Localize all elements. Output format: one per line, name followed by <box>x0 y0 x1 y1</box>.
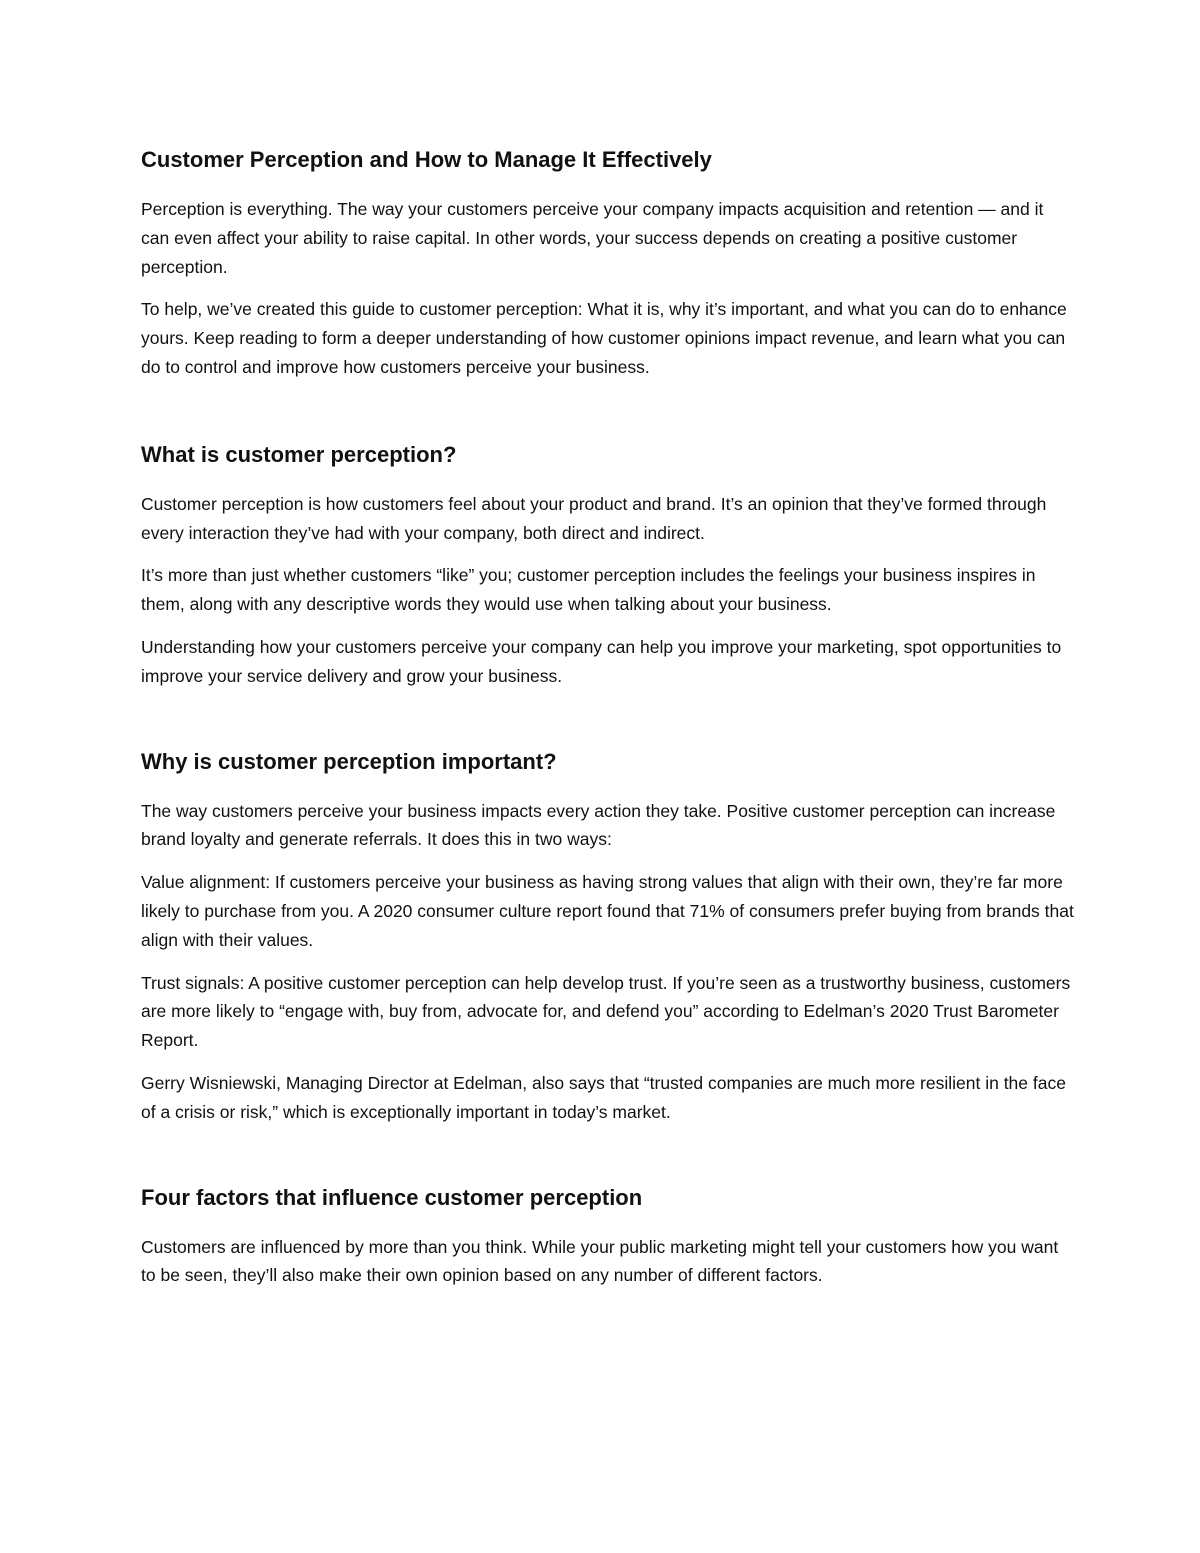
section-paragraph: It’s more than just whether customers “like” you; customer perception includes the feelings your business inspires in them, along with any descriptive words they would use when talking about your business. <box>141 565 1036 615</box>
section-paragraph: Customer perception is how customers feel about your product and brand. It’s an opinion that they’ve formed through every interaction they’ve had with your company, both direct and indirect. <box>141 493 1047 543</box>
section-what-is <box>141 440 1076 691</box>
section-paragraph: Customers are influenced by more than you think. While your public marketing might tell your customers how you want to be seen, they’ll also make their own opinion based on any number of different factors. <box>141 1236 1059 1286</box>
section-paragraph: Value alignment: If customers perceive your business as having strong values that align with their own, they’re far more likely to purchase from you. A 2020 consumer culture report found that 71% of consumers prefer buying from brands that align with their values. <box>141 872 1074 950</box>
section-heading: Four factors that influence customer perception <box>141 1184 643 1210</box>
section-paragraph: Understanding how your customers perceive your company can help you improve your marketing, spot opportunities to improve your service delivery and grow your business. <box>141 636 1062 686</box>
document-title: Customer Perception and How to Manage It Effectively <box>141 147 712 172</box>
section-heading: Why is customer perception important? <box>141 748 557 774</box>
document-body <box>141 145 1076 1304</box>
intro-paragraph: Perception is everything. The way your customers perceive your company impacts acquisition and retention — and it can even affect your ability to raise capital. In other words, your success depends on creating a positive customer perception. <box>141 199 1044 277</box>
section-paragraph: Gerry Wisniewski, Managing Director at Edelman, also says that “trusted companies are much more resilient in the face of a crisis or risk,” which is exceptionally important in today’s market. <box>141 1072 1066 1122</box>
section-paragraph: The way customers perceive your business impacts every action they take. Positive customer perception can increase brand loyalty and generate referrals. It does this in two ways: <box>141 800 1056 850</box>
section-paragraph: Trust signals: A positive customer perception can help develop trust. If you’re seen as a trustworthy business, customers are more likely to “engage with, buy from, advocate for, and defend you” according to Edelman’s 2020 Trust Barometer Report. <box>141 972 1071 1051</box>
section-why-important <box>141 747 1076 1127</box>
section-four-factors <box>141 1183 1076 1291</box>
intro-paragraph: To help, we’ve created this guide to customer perception: What it is, why it’s important, and what you can do to enhance yours. Keep reading to form a deeper understanding of how customer opinions impact revenue, and learn what you can do to control and improve how customers perceive your business. <box>141 299 1067 377</box>
section-heading: What is customer perception? <box>141 441 457 467</box>
intro-section <box>141 195 1076 382</box>
